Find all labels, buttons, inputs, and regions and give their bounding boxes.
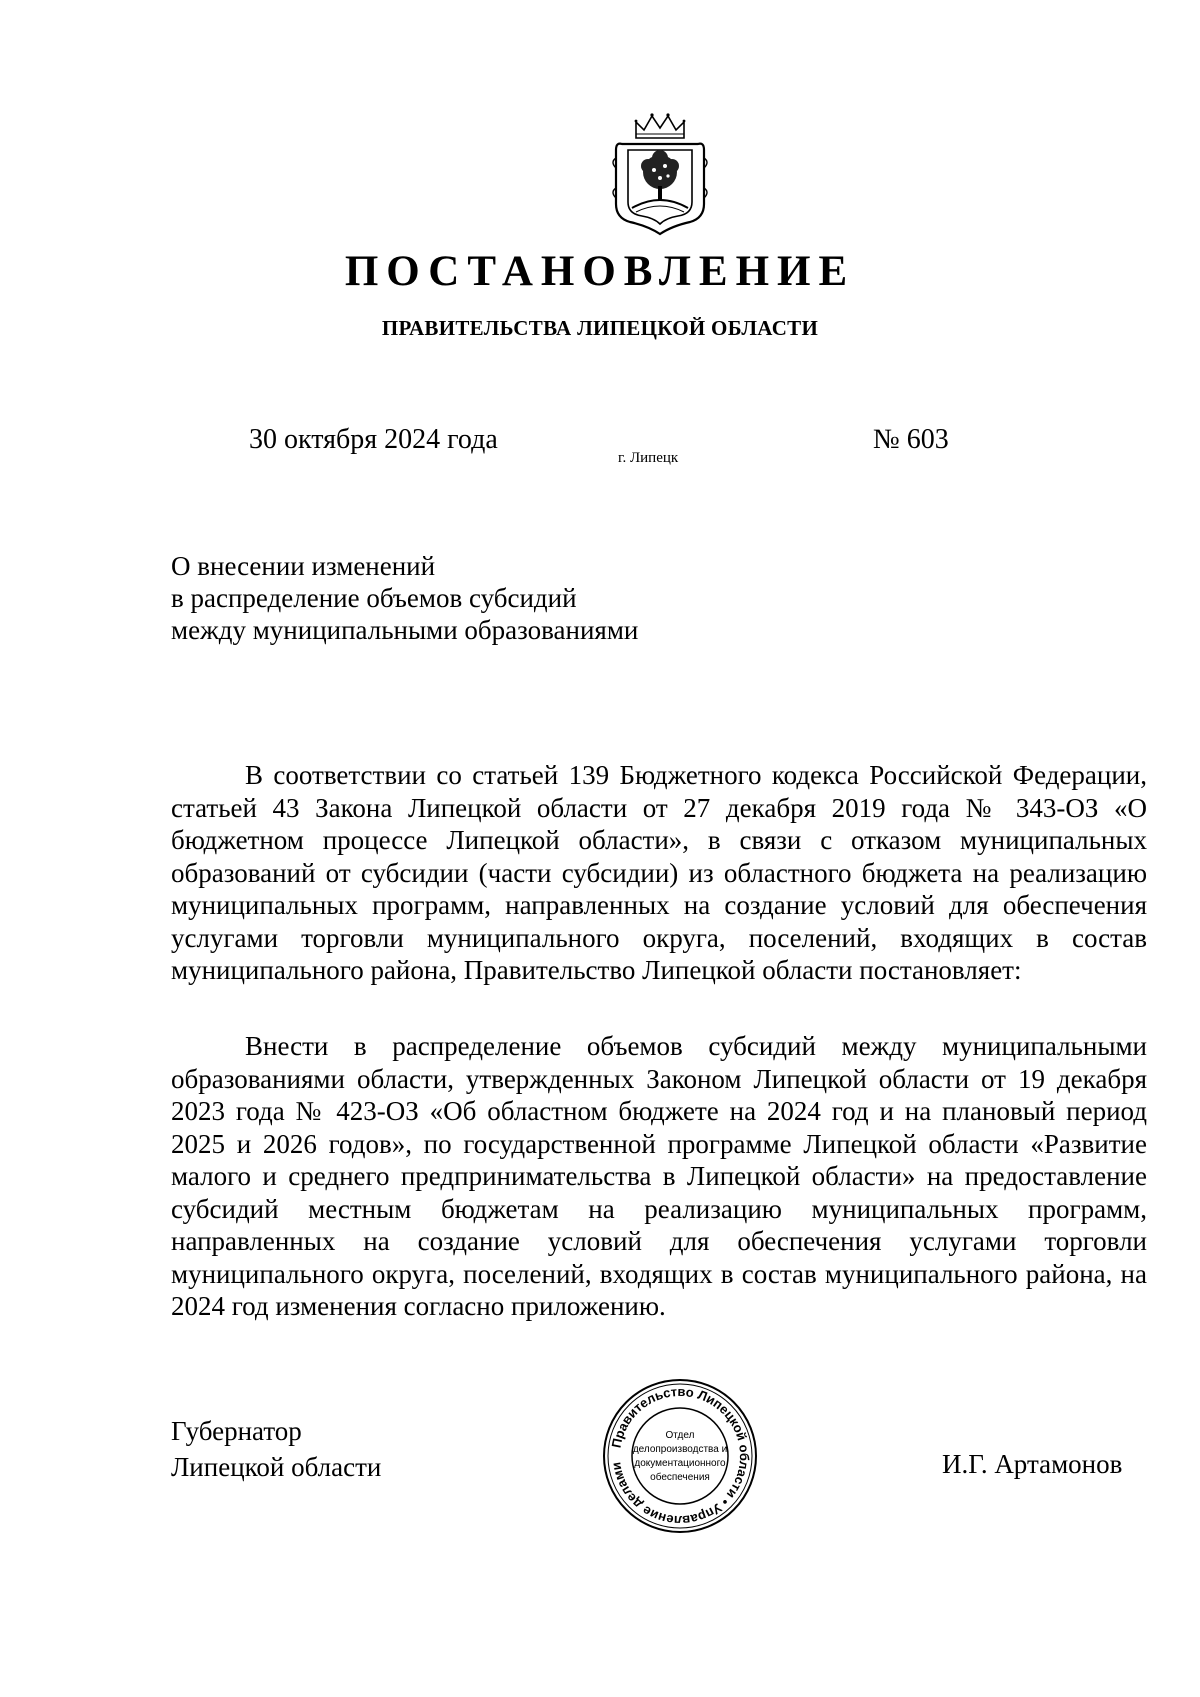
- seal-ring-text: Правительство Липецкой области • Управление делами: [608, 1383, 753, 1529]
- seal-center-line: документационного: [634, 1458, 726, 1469]
- seal-center-line: Отдел: [665, 1430, 695, 1441]
- signatory-position-line: Липецкой области: [171, 1452, 382, 1482]
- seal-icon: [600, 1376, 760, 1536]
- coat-of-arms-icon: [608, 108, 712, 236]
- coat-of-arms-emblem: [608, 108, 712, 236]
- subject-line: в распределение объемов субсидий: [171, 583, 577, 613]
- official-seal-stamp: [600, 1376, 760, 1536]
- body-paragraph: Внести в распределение объемов субсидий между муниципальными образованиями области, утвержденных Законом Липецкой области от 19 декабря 2023 года № 423-ОЗ «Об областном бюджете на 2024 год и на плановый период 2025 и 2026 годов», по государственной программе Липецкой области «Развитие малого и среднего предпринимательства в Липецкой области» на предоставление субсидий местным бюджетам на реализацию муниципальных программ, направленных на создание условий для обеспечения услугами торговли муниципального округа, поселений, входящих в состав муниципального района, на 2024 год изменения согласно приложению.: [171, 1031, 1147, 1321]
- signatory-name: И.Г. Артамонов: [942, 1449, 1123, 1479]
- document-date: 30 октября 2024 года: [249, 424, 498, 455]
- document-city: г. Липецк: [618, 450, 679, 466]
- subject-line: О внесении изменений: [171, 551, 436, 581]
- signatory-position: [171, 1413, 381, 1485]
- document-subject: [171, 550, 638, 646]
- document-number: № 603: [873, 424, 949, 455]
- seal-center-line: делопроизводства и: [632, 1444, 728, 1455]
- seal-center-line: обеспечения: [650, 1472, 710, 1483]
- subject-line: между муниципальными образованиями: [171, 615, 639, 645]
- document-subtitle: ПРАВИТЕЛЬСТВА ЛИПЕЦКОЙ ОБЛАСТИ: [381, 316, 819, 340]
- document-title: ПОСТАНОВЛЕНИЕ: [344, 248, 856, 295]
- body-paragraph: В соответствии со статьей 139 Бюджетного кодекса Российской Федерации, статьей 43 Закона Липецкой области от 27 декабря 2019 года № 343-ОЗ «О бюджетном процессе Липецкой области», в связи с отказом муниципальных образований от субсидии (части субсидии) из областного бюджета на реализацию муниципальных программ, направленных на создание условий для обеспечения услугами торговли муниципального округа, поселений, входящих в состав муниципального района, Правительство Липецкой области постановляет:: [171, 760, 1147, 985]
- signatory-position-line: Губернатор: [171, 1416, 302, 1446]
